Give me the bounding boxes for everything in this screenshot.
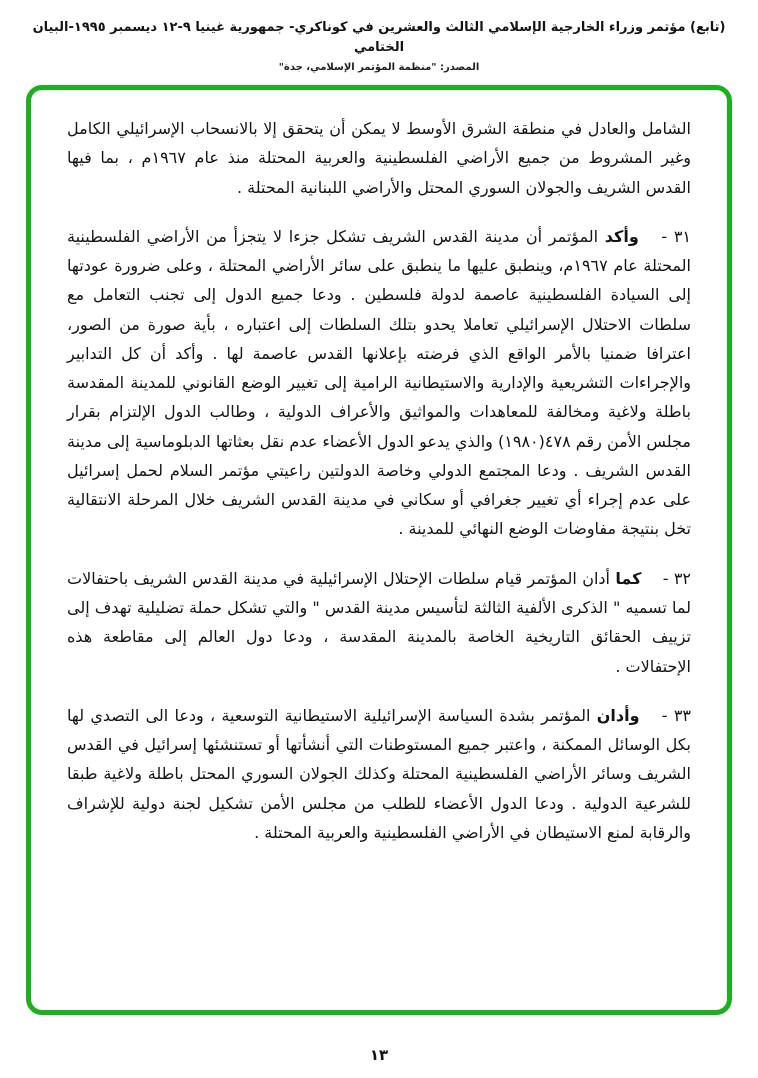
content-frame <box>26 85 732 1015</box>
paragraph-intro: الشامل والعادل في منطقة الشرق الأوسط لا يمكن أن يتحقق إلا بالانسحاب الإسرائيلي الكامل وغير المشروط من جميع الأراضي الفلسطينية والعربية المحتلة منذ عام ١٩٦٧م ، بما فيها القدس الشريف والجولان السوري المحتل والأراضي اللبنانية المحتلة . <box>67 119 691 197</box>
header-title: (تابع) مؤتمر وزراء الخارجية الإسلامي الثالث والعشرين في كوناكري- جمهورية غينيا ٩-١٢ ديسمبر ١٩٩٥-البيان الختامي <box>32 20 726 55</box>
document-header <box>0 0 758 73</box>
paragraph-32 <box>67 564 691 681</box>
paragraph-33-number: ٣٣ - <box>661 705 691 725</box>
paragraph-32-lead: كما <box>615 568 642 588</box>
paragraph-32-text: أدان المؤتمر قيام سلطات الإحتلال الإسرائيلية في مدينة القدس الشريف باحتفالات لما تسميه " الذكرى الألفية الثالثة لتأسيس مدينة القدس " والتي تشكل حملة تضليلية تهدف إلى تزييف الحقائق التاريخية الخاصة بالمدينة المقدسة ، ودعا دول العالم إلى مقاطعة هذه الإحتفالات . <box>67 568 691 676</box>
paragraph-31 <box>67 222 691 544</box>
paragraph-31-lead: وأكد <box>604 226 639 246</box>
header-source: المصدر: "منظمة المؤتمر الإسلامي، جدة" <box>278 62 480 73</box>
paragraph-33-text: المؤتمر بشدة السياسة الإسرائيلية الاستيطانية التوسعية ، ودعا الى التصدي لها بكل الوسائل الممكنة ، واعتبر جميع المستوطنات التي أنشأتها أو تستنشئها إسرائيل في القدس الشريف وسائر الأراضي الفلسطينية المحتلة وكذلك الجولان السوري المحتل باطلة ولاغية طبقا للشرعية الدولية . ودعا الدول الأعضاء للطلب من مجلس الأمن تشكيل لجنة دولية للإشراف والرقابة لمنع الاستيطان في الأراضي الفلسطينية والعربية المحتلة . <box>67 705 691 842</box>
paragraph-31-text: المؤتمر أن مدينة القدس الشريف تشكل جزءا لا يتجزأ من الأراضي الفلسطينية المحتلة عام ١٩٦٧م، وينطبق عليها ما ينطبق على سائر الأراضي المحتلة ، وعلى ضرورة عودتها إلى السيادة الفلسطينية عاصمة لدولة فلسطين . ودعا جميع الدول إلى تجنب التعامل مع سلطات الاحتلال الإسرائيلي تعاملا يحدو بتلك السلطات إلى اعتباره ، بأية صورة من الصور، اعترافا ضمنيا بالأمر الواقع الذي فرضته بإعلانها القدس عاصمة لها . وأكد أن كل التدابير والإجراءات التشريعية والإدارية والاستيطانية الرامية إلى تغيير الوضع القانوني للمدينة المقدسة باطلة ولاغية ومخالفة للمعاهدات والمواثيق والأعراف الدولية ، وطالب الدول الإلتزام بقرار مجلس الأمن رقم ٤٧٨(١٩٨٠) والذي يدعو الدول الأعضاء عدم نقل بعثاتها الدبلوماسية إلى مدينة القدس الشريف . ودعا المجتمع الدولي وخاصة الدولتين راعيتي مؤتمر السلام لحمل إسرائيل على عدم إجراء أي تغيير جغرافي أو سكاني في مدينة القدس الشريف خلال المرحلة الانتقالية تخل بنتيجة مفاوضات الوضع النهائي للمدينة . <box>67 226 691 539</box>
page-number: ١٣ <box>369 1046 389 1064</box>
paragraph-33 <box>67 701 691 847</box>
paragraph-32-number: ٣٢ - <box>662 568 692 588</box>
paragraph-33-lead: وأدان <box>596 705 640 725</box>
page-footer <box>0 1046 758 1064</box>
paragraph-31-number: ٣١ - <box>661 226 692 246</box>
